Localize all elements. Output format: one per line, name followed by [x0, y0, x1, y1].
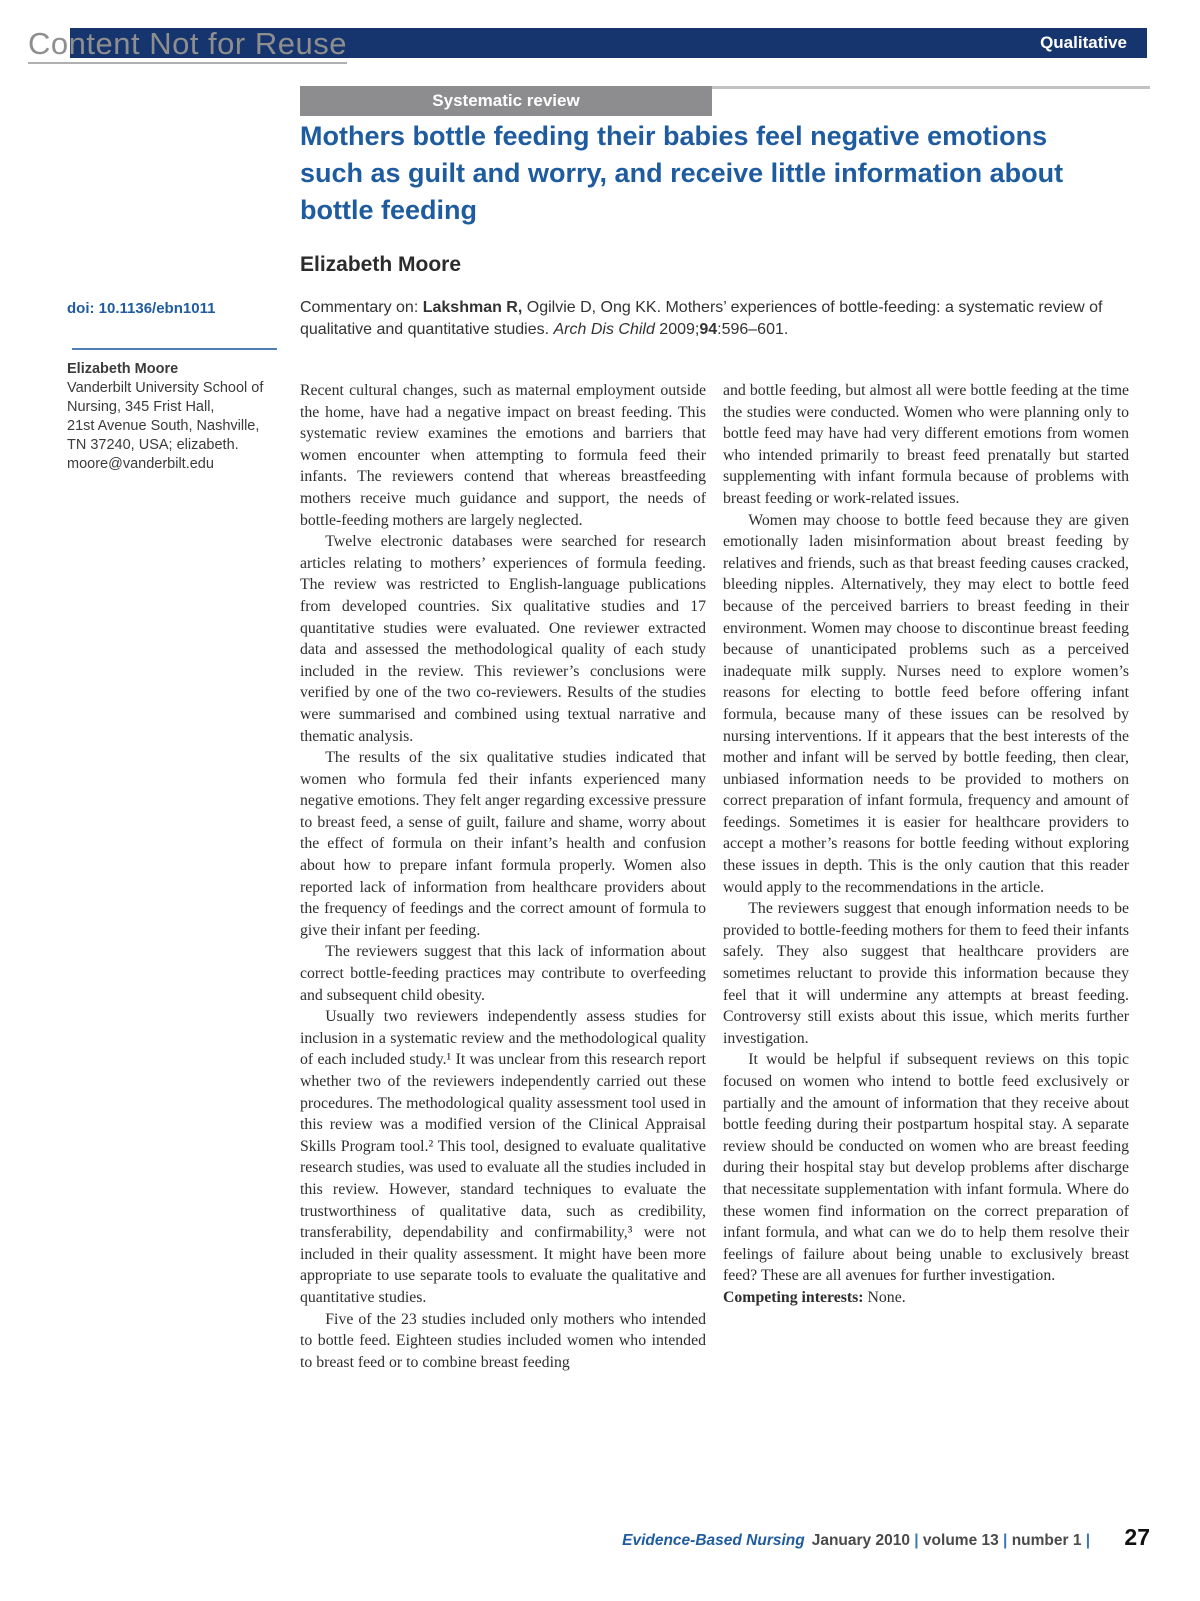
- article-title: Mothers bottle feeding their babies feel negative emotions such as guilt and worry, and receive little information about bottle feeding: [300, 121, 1064, 225]
- competing-interests: [723, 1287, 1129, 1309]
- commentary-bold-citation: Lakshman R,: [422, 299, 523, 316]
- article-author: Elizabeth Moore: [300, 253, 462, 276]
- body-paragraph: Five of the 23 studies included only mothers who intended to bottle feed. Eighteen studies included women who intended to breast feed or to combine breast feeding: [300, 1310, 706, 1371]
- commentary-pages: :596–601.: [717, 321, 789, 338]
- competing-interests-label: Competing interests:: [723, 1288, 864, 1306]
- journal-name: Evidence-Based Nursing: [622, 1532, 805, 1549]
- body-paragraph: and bottle feeding, but almost all were bottle feeding at the time the studies were conducted. Women who were planning only to bottle feed may have had very different emotions from women who intended primarily to breast feed prenatally but started supplementing with infant formula because of problems with breast feeding or work-related issues.: [723, 382, 1129, 507]
- commentary-middle: Ogilvie D, Ong KK. Mothers’ experiences of bottle-feeding: a systematic review of qualitative and quantitative studies.: [300, 299, 1103, 338]
- footer-meta-item: January 2010: [811, 1532, 910, 1549]
- body-column-left: [300, 380, 706, 1373]
- commentary-volume: 94: [699, 321, 718, 338]
- sidebar-rule: [72, 348, 277, 350]
- footer-separator: |: [1081, 1532, 1095, 1549]
- address-line: 21st Avenue South, Nashville,: [67, 418, 260, 434]
- page-footer: [0, 1524, 1150, 1551]
- right-paragraphs: [723, 380, 1129, 1287]
- body-paragraph: Twelve electronic databases were searched for research articles relating to mothers’ experiences of formula feeding. The review was restricted to English-language publications from developed countries. Six qualitative studies and 17 quantitative studies were evaluated. One reviewer extracted data and assessed the methodological quality of each study included in the review. This reviewer’s conclusions were verified by one of the two co-reviewers. Results of the studies were summarised and combined using textual narrative and thematic analysis.: [300, 533, 706, 745]
- commentary-citation: [300, 297, 1118, 341]
- footer-meta-item: number 1: [1011, 1532, 1082, 1549]
- page-number: 27: [1124, 1524, 1150, 1550]
- correspondence-address: [67, 379, 282, 474]
- watermark-text: Content Not for Reuse: [28, 26, 347, 64]
- body-column-right: [723, 380, 1129, 1309]
- address-line: TN 37240, USA; elizabeth.: [67, 437, 239, 453]
- address-line: Vanderbilt University School of: [67, 380, 264, 396]
- body-paragraph: The reviewers suggest that this lack of information about correct bottle-feeding practices may contribute to overfeeding and subsequent child obesity.: [300, 943, 706, 1004]
- footer-separator: |: [998, 1532, 1012, 1549]
- doi-text: doi: 10.1136/ebn1011: [67, 300, 216, 317]
- address-line: Nursing, 345 Frist Hall,: [67, 399, 215, 415]
- body-paragraph: Women may choose to bottle feed because they are given emotionally laden misinformation about breast feeding by relatives and friends, such as that breast feeding causes cracked, bleeding nipples. Alternatively, they may elect to bottle feed because of the perceived barriers to breast feeding in their environment. Women may choose to discontinue breast feeding because of unanticipated problems such as a perceived inadequate milk supply. Nurses need to explore women’s reasons for electing to bottle feed before offering infant formula, because many of these issues can be resolved by nursing interventions. If it appears that the best interests of the mother and infant will be served by bottle feeding, then clear, unbiased information needs to be provided to mothers on correct preparation of infant formula, frequency and amount of feedings. Sometimes it is easier for healthcare providers to accept a mother’s reasons for bottle feeding without exploring these issues in depth. This is the only caution that this reader would apply to the recommendations in the article.: [723, 511, 1129, 896]
- commentary-year: 2009;: [654, 321, 700, 338]
- correspondence-name: Elizabeth Moore: [67, 361, 179, 377]
- body-paragraph: Usually two reviewers independently assess studies for inclusion in a systematic review and the methodological quality of each included study.¹ It was unclear from this research report whether two of the reviewers independently carried out these procedures. The methodological quality assessment tool used in this review was a modified version of the Clinical Appraisal Skills Program tool.² This tool, designed to evaluate qualitative research studies, was used to evaluate all the studies included in this review. However, standard techniques to evaluate the trustworthiness of qualitative data, such as credibility, transferability, dependability and confirmability,³ were not included in their quality assessment. It might have been more appropriate to use separate tools to evaluate the qualitative and quantitative studies.: [300, 1008, 706, 1306]
- body-paragraph: Recent cultural changes, such as maternal employment outside the home, have had a negative impact on breast feeding. This systematic review examines the emotions and barriers that women encounter when attempting to formula feed their infants. The reviewers contend that whereas breastfeeding mothers receive much guidance and support, the needs of bottle-feeding mothers are largely neglected.: [300, 382, 706, 529]
- correspondence-sidebar: [67, 300, 282, 474]
- address-line: moore@vanderbilt.edu: [67, 456, 214, 472]
- kicker-rule: [712, 86, 1150, 89]
- footer-meta-item: volume 13: [922, 1532, 999, 1549]
- footer-separator: |: [909, 1532, 923, 1549]
- left-paragraphs: [300, 380, 706, 1373]
- competing-interests-value: None.: [863, 1288, 906, 1306]
- correspondence-block: [67, 360, 282, 474]
- section-kicker: Systematic review: [300, 86, 712, 116]
- category-label: Qualitative: [1040, 33, 1127, 52]
- body-paragraph: The results of the six qualitative studies indicated that women who formula fed their infants experienced many negative emotions. They felt anger regarding excessive pressure to breast feed, a sense of guilt, failure and shame, worry about the effect of formula on their infant’s health and confusion about how to prepare infant formula properly. Women also reported lack of information from healthcare providers about the frequency of feedings and the correct amount of formula to give their infant per feeding.: [300, 749, 706, 939]
- footer-meta: [812, 1532, 1095, 1549]
- body-paragraph: It would be helpful if subsequent reviews on this topic focused on women who intend to bottle feed exclusively or partially and the amount of information that they receive about bottle feeding during their postpartum hospital stay. A separate review should be conducted on women who are breast feeding during their hospital stay but develop problems after discharge that necessitate supplementation with infant formula. Where do these women find information on the correct preparation of infant formula, and what can we do to help them resolve their feelings of failure about being unable to exclusively breast feed? These are all avenues for further investigation.: [723, 1051, 1129, 1285]
- commentary-journal-name: Arch Dis Child: [553, 321, 655, 338]
- commentary-prefix: Commentary on:: [300, 299, 423, 316]
- body-paragraph: The reviewers suggest that enough information needs to be provided to bottle-feeding mothers for them to feed their infants safely. They also suggest that healthcare providers are sometimes reluctant to provide this information because they feel that it will undermine any attempts at breast feeding. Controversy still exists about this issue, which merits further investigation.: [723, 900, 1129, 1047]
